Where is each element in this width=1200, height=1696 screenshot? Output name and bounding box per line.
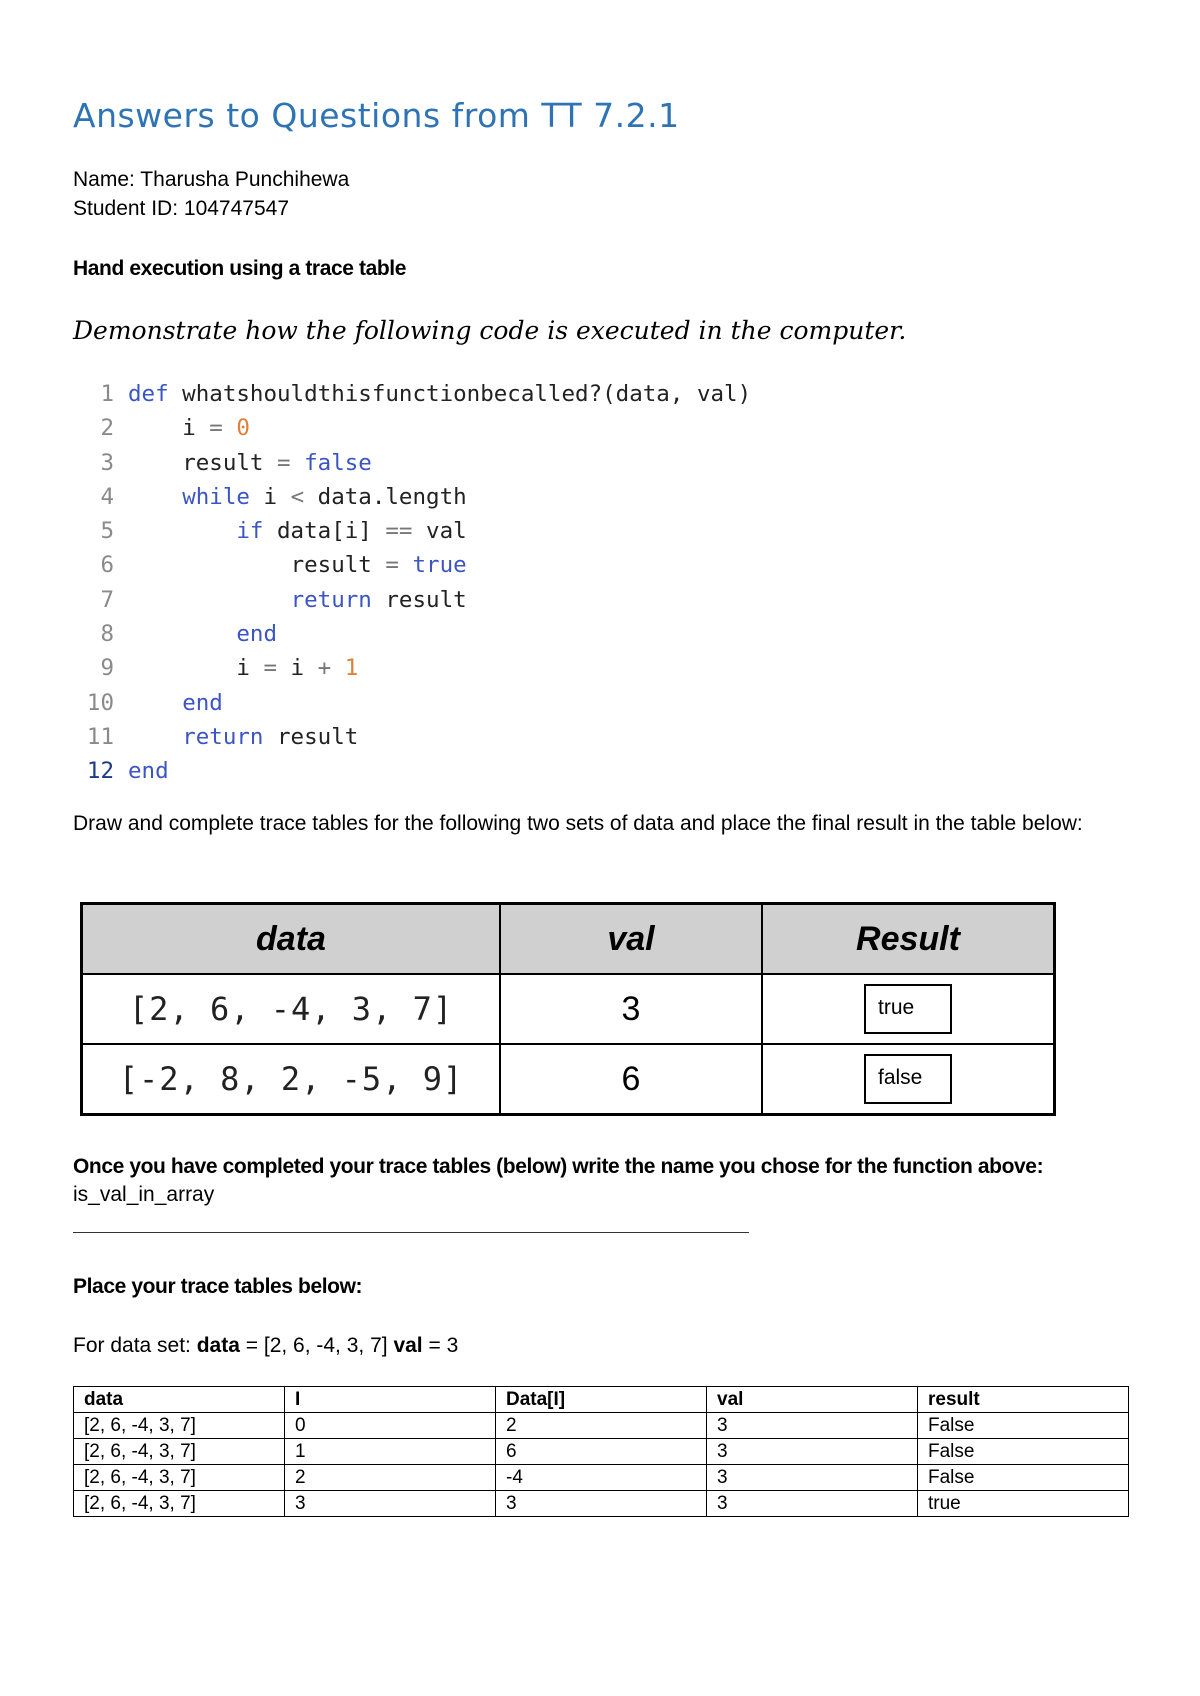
result-box: true: [864, 984, 952, 1034]
dataset-val-word: val: [393, 1334, 423, 1357]
code-keyword: if: [236, 518, 264, 545]
line-number: 7: [100, 586, 114, 613]
student-id-line: Student ID: 104747547: [73, 197, 290, 220]
trace-cell: False: [918, 1413, 1129, 1439]
function-prompt: Once you have completed your trace tables (below) write the name you chose for the function above:: [73, 1155, 1044, 1178]
instruction-text: Demonstrate how the following code is executed in the computer.: [73, 316, 907, 345]
function-name-answer: is_val_in_array: [73, 1183, 215, 1206]
line-number: 9: [100, 655, 114, 682]
code-operator: ==: [385, 518, 413, 545]
line-number: 8: [100, 621, 114, 648]
name-line: Name: Tharusha Punchihewa: [73, 168, 350, 191]
trace-cell: 2: [496, 1413, 707, 1439]
code-text: result: [182, 449, 278, 476]
trace-cell: 3: [707, 1465, 918, 1491]
trace-cell: 3: [285, 1491, 496, 1517]
results-cell-result: [762, 1044, 1055, 1115]
code-line-11: [80, 720, 751, 754]
table-row: [74, 1413, 1129, 1439]
trace-cell: true: [918, 1491, 1129, 1517]
trace-cell: 2: [285, 1465, 496, 1491]
code-line-7: [80, 583, 751, 617]
trace-header-i: I: [285, 1387, 496, 1413]
trace-cell: 6: [496, 1439, 707, 1465]
code-keyword: end: [128, 758, 169, 785]
code-text: data.length: [304, 483, 467, 510]
code-line-2: [80, 411, 751, 445]
trace-heading: Place your trace tables below:: [73, 1275, 363, 1298]
code-operator: =: [277, 449, 291, 476]
trace-cell: 0: [285, 1413, 496, 1439]
code-line-9: [80, 651, 751, 685]
code-text: result: [371, 586, 467, 613]
dataset-val-value: = 3: [422, 1334, 459, 1357]
code-line-12: [80, 754, 751, 788]
trace-header-val: val: [707, 1387, 918, 1413]
trace-cell: 3: [496, 1491, 707, 1517]
code-keyword: while: [182, 483, 250, 510]
results-cell-data: [82, 1044, 501, 1115]
code-keyword: return: [290, 586, 372, 613]
results-header-data: data: [82, 904, 501, 975]
code-line-1: [80, 377, 751, 411]
trace-header-result: result: [918, 1387, 1129, 1413]
code-operator: =: [209, 415, 223, 442]
code-keyword: def: [128, 381, 169, 407]
trace-header-data: data: [74, 1387, 285, 1413]
code-text: i: [277, 655, 318, 682]
code-text: i: [249, 483, 291, 510]
trace-cell: [2, 6, -4, 3, 7]: [74, 1413, 285, 1439]
code-keyword: end: [182, 689, 223, 716]
result-box: false: [864, 1054, 952, 1104]
results-cell-val: [500, 974, 762, 1044]
array-value: [-2, 8, 2, -5, 9]: [118, 1060, 464, 1098]
page-title: Answers to Questions from TT 7.2.1: [73, 96, 680, 135]
line-number: 5: [100, 518, 114, 545]
table-row: [74, 1465, 1129, 1491]
code-line-6: [80, 548, 751, 582]
code-keyword: true: [412, 552, 467, 579]
line-number: 3: [100, 449, 114, 476]
code-line-3: [80, 446, 751, 480]
line-number: 6: [100, 552, 114, 579]
code-keyword: end: [236, 621, 278, 648]
code-text: data[i]: [263, 518, 386, 545]
line-number: 12: [86, 758, 114, 785]
answer-underline: [73, 1232, 749, 1233]
line-number: 2: [100, 415, 114, 442]
code-line-10: [80, 686, 751, 720]
results-header-result: Result: [762, 904, 1055, 975]
code-text: result: [263, 723, 359, 750]
heading-trace: Hand execution using a trace table: [73, 257, 406, 280]
val-value: 3: [621, 989, 641, 1028]
code-operator: +: [317, 655, 332, 682]
code-keyword: return: [182, 723, 264, 750]
code-text: whatshouldthisfunctionbecalled?(data, val): [168, 381, 752, 407]
code-operator: =: [263, 655, 278, 682]
code-text: val: [412, 518, 467, 545]
code-text: i: [236, 655, 264, 682]
table-row: [74, 1491, 1129, 1517]
dataset-data-word: data: [196, 1334, 240, 1357]
code-line-5: [80, 514, 751, 548]
trace-cell: 3: [707, 1491, 918, 1517]
table-row: [82, 1044, 1055, 1115]
array-value: [2, 6, -4, 3, 7]: [128, 990, 454, 1028]
dataset-data-value: = [2, 6, -4, 3, 7]: [239, 1334, 394, 1357]
line-number: 10: [86, 689, 114, 716]
code-line-4: [80, 480, 751, 514]
line-number: 4: [100, 483, 114, 510]
trace-header-data-i: Data[I]: [496, 1387, 707, 1413]
code-number: 0: [236, 415, 250, 442]
code-keyword: false: [304, 449, 372, 476]
line-number: 1: [100, 381, 114, 407]
code-operator: <: [290, 483, 305, 510]
table-row: [82, 974, 1055, 1044]
code-operator: =: [385, 552, 399, 579]
trace-cell: 3: [707, 1439, 918, 1465]
code-text: result: [290, 552, 386, 579]
dataset-label: [73, 1334, 458, 1358]
draw-instruction: Draw and complete trace tables for the following two sets of data and place the final result in the table below:: [73, 812, 1083, 835]
trace-cell: False: [918, 1439, 1129, 1465]
results-header-row: [82, 904, 1055, 975]
trace-table: [73, 1386, 1129, 1517]
results-cell-val: [500, 1044, 762, 1115]
trace-cell: 3: [707, 1413, 918, 1439]
trace-cell: False: [918, 1465, 1129, 1491]
val-value: 6: [621, 1059, 641, 1098]
code-block: [80, 377, 751, 789]
trace-cell: [2, 6, -4, 3, 7]: [74, 1439, 285, 1465]
results-table: [80, 902, 1056, 1116]
dataset-prefix: For data set:: [73, 1334, 197, 1357]
trace-cell: [2, 6, -4, 3, 7]: [74, 1465, 285, 1491]
results-header-val: val: [500, 904, 762, 975]
results-cell-data: [82, 974, 501, 1044]
code-number: 1: [344, 655, 359, 682]
table-row: [74, 1439, 1129, 1465]
trace-cell: 1: [285, 1439, 496, 1465]
trace-cell: -4: [496, 1465, 707, 1491]
line-number: 11: [86, 723, 114, 750]
trace-cell: [2, 6, -4, 3, 7]: [74, 1491, 285, 1517]
trace-header-row: [74, 1387, 1129, 1413]
code-text: i: [182, 415, 210, 442]
results-cell-result: [762, 974, 1055, 1044]
code-line-8: [80, 617, 751, 651]
